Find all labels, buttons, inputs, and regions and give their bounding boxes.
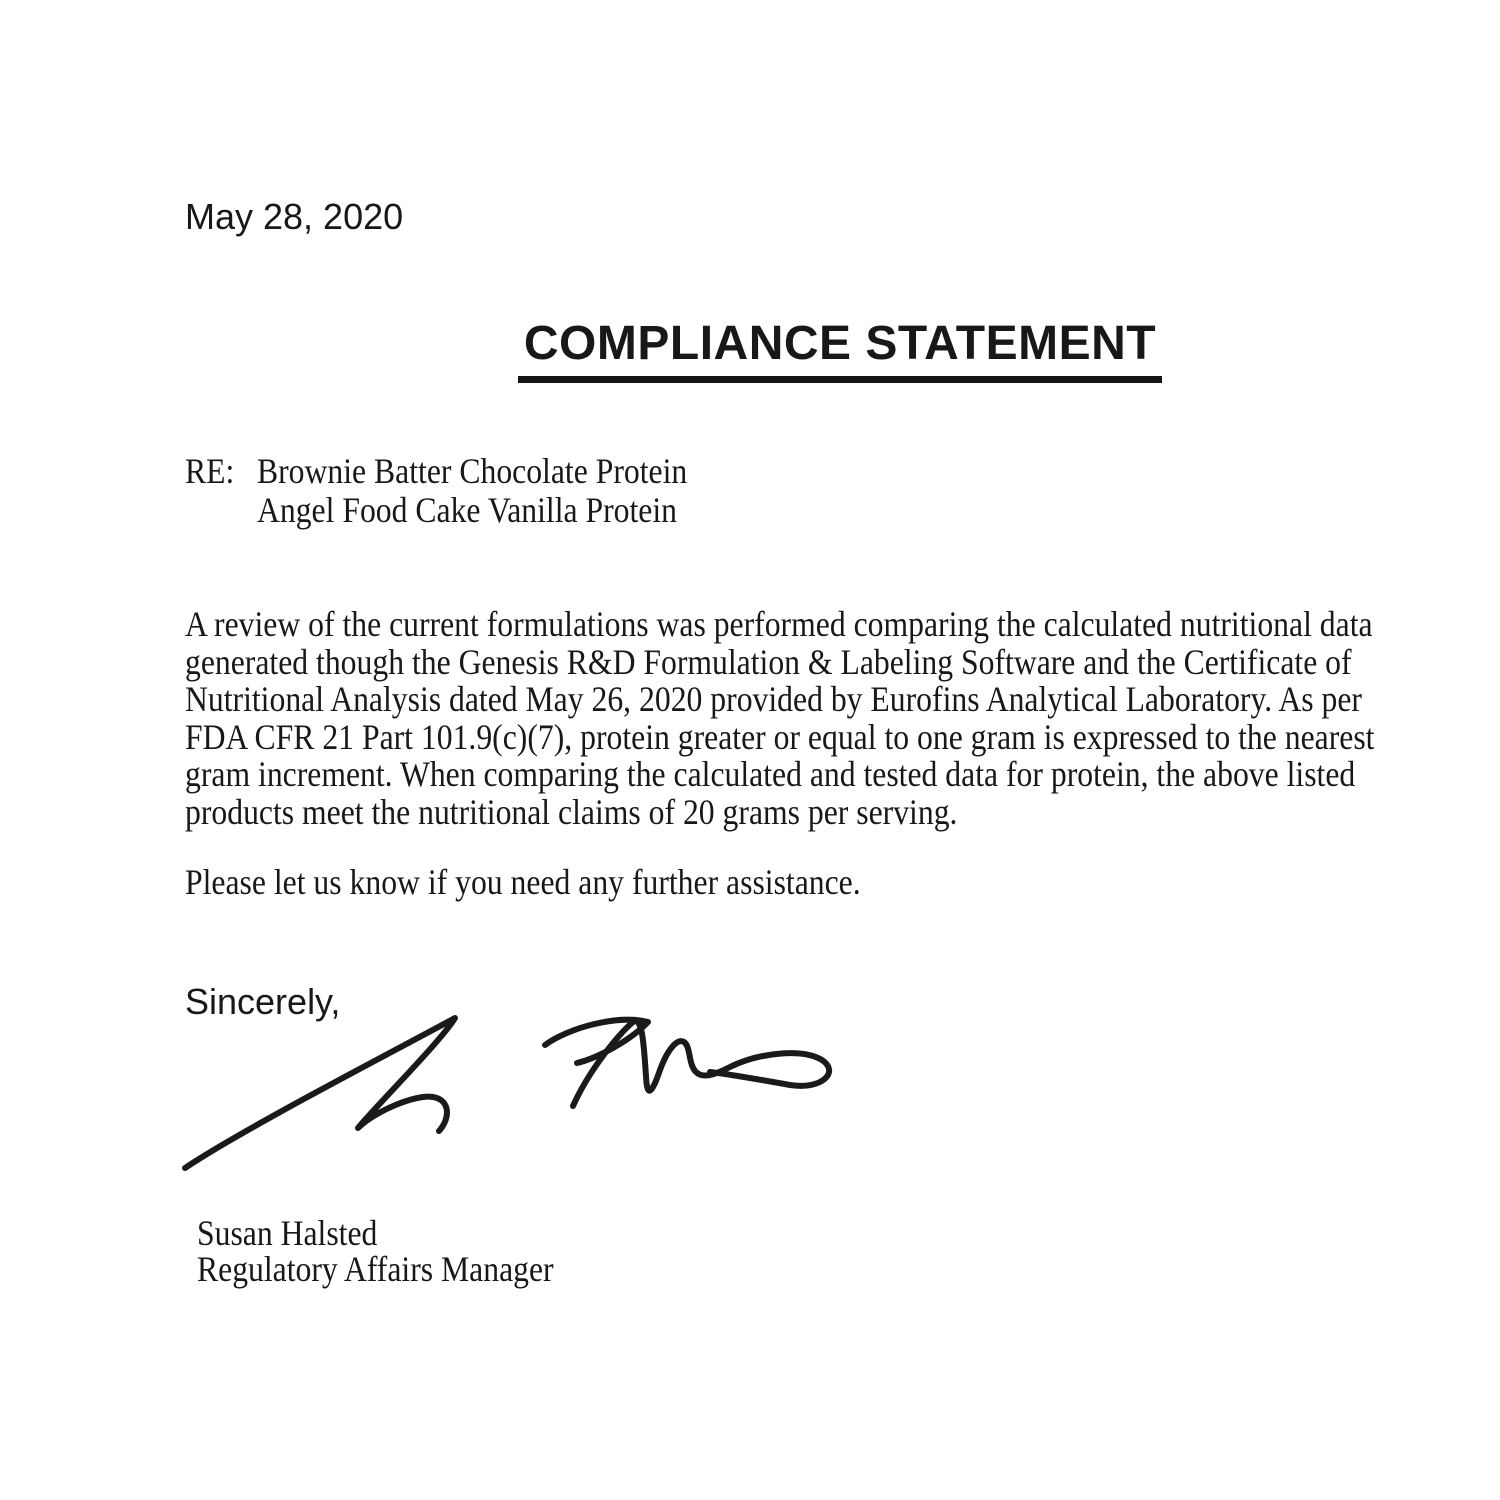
body-line-2: generated though the Genesis R&D Formulation & Labeling Software and the Certificate of xyxy=(185,641,1352,682)
re-block xyxy=(185,452,746,530)
signer-title: Regulatory Affairs Manager xyxy=(197,1248,554,1289)
re-items xyxy=(257,452,746,530)
re-label: RE: xyxy=(185,451,235,491)
signature-image xyxy=(170,1000,850,1195)
signer-block xyxy=(197,1213,602,1289)
closing-line: Please let us know if you need any further assistance. xyxy=(185,862,861,902)
page-title: COMPLIANCE STATEMENT xyxy=(518,316,1162,383)
signature-stroke-left xyxy=(185,1018,455,1168)
body-line-6: products meet the nutritional claims of 20 grams per serving. xyxy=(185,791,958,832)
re-item-2: Angel Food Cake Vanilla Protein xyxy=(257,490,678,530)
signature-stroke-right xyxy=(573,1021,829,1106)
body-line-4: FDA CFR 21 Part 101.9(c)(7), protein greater or equal to one gram is expressed to the nearest xyxy=(185,716,1375,757)
signer-name: Susan Halsted xyxy=(197,1213,378,1253)
re-item-1: Brownie Batter Chocolate Protein xyxy=(257,451,688,491)
body-line-1: A review of the current formulations was performed comparing the calculated nutritional data xyxy=(185,604,1373,644)
body-paragraph xyxy=(185,606,1500,831)
body-line-5: gram increment. When comparing the calculated and tested data for protein, the above listed xyxy=(185,754,1356,794)
title-row xyxy=(184,316,1422,383)
letter-date: May 28, 2020 xyxy=(185,196,404,237)
valediction: Sincerely, xyxy=(185,981,341,1022)
body-line-3: Nutritional Analysis dated May 26, 2020 provided by Eurofins Analytical Laboratory. As per xyxy=(185,679,1362,719)
